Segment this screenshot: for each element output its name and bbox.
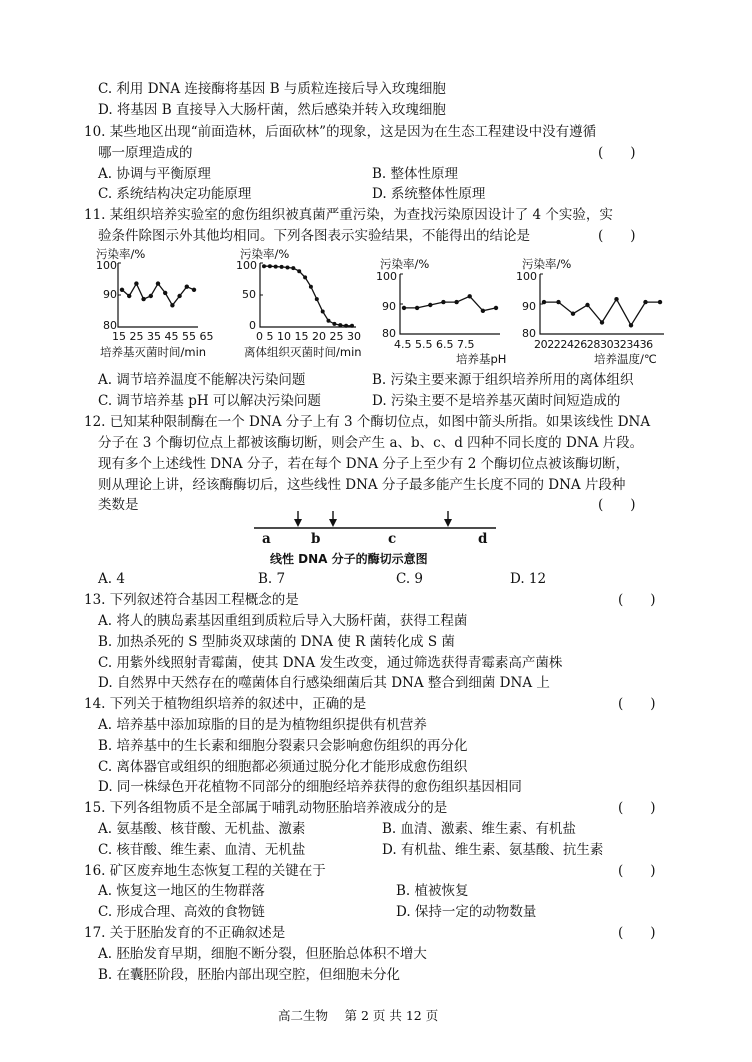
q17-answer-blank: ( ) (618, 925, 656, 941)
q10-stem-2: 哪一原理造成的 (98, 145, 193, 161)
chart2-axes (260, 263, 356, 327)
chart3-axes (400, 274, 500, 334)
chart-4-xlabel: 培养温度/℃ (594, 352, 657, 366)
chart-4-ytick-mid: 90 (522, 300, 536, 313)
q16-stem: 16. 矿区废弃地生态恢复工程的关键在于 (84, 863, 326, 879)
cut-arrow-3 (444, 511, 452, 527)
q13-answer-blank: ( ) (618, 592, 656, 608)
q11-option-c: C. 调节培养基 pH 可以解决污染问题 (98, 393, 321, 409)
chart2-point-14 (344, 324, 348, 328)
q12-option-a: A. 4 (98, 571, 125, 587)
chart2-point-6 (297, 269, 301, 273)
chart4-point-0 (542, 300, 546, 304)
chart3-point-7 (494, 306, 498, 310)
chart1-point-4 (149, 294, 153, 298)
chart1-point-0 (120, 288, 124, 292)
q10-option-b: B. 整体性原理 (372, 166, 459, 182)
chart2-point-11 (327, 319, 331, 323)
q17-option-a: A. 胚胎发育早期，细胞不断分裂，但胚胎总体积不增大 (98, 946, 427, 962)
chart-4-ytick-top: 100 (516, 270, 537, 283)
q17-option-b: B. 在囊胚阶段，胚胎内部出现空腔，但细胞未分化 (98, 967, 401, 983)
chart-1-ytick-mid: 90 (103, 288, 117, 301)
chart-4-xticks: 202224262830323436 (534, 338, 653, 351)
q14-option-c: C. 离体器官或组织的细胞都必须通过脱分化才能形成愈伤组织 (98, 759, 468, 775)
fragment-label-a: a (262, 531, 271, 547)
chart-2-ytick-top: 100 (236, 259, 257, 272)
chart2-point-10 (321, 310, 325, 314)
chart3-point-0 (402, 306, 406, 310)
chart2-point-5 (291, 266, 295, 270)
q16-option-a: A. 恢复这一地区的生物群落 (98, 883, 265, 899)
q14-answer-blank: ( ) (618, 696, 656, 712)
chart4-point-4 (600, 320, 604, 324)
q10-stem: 10. 某些地区出现“前面造林，后面砍林”的现象，这是因为在生态工程建设中没有遵循 (84, 124, 597, 140)
chart-4-plot (540, 274, 664, 334)
q13-option-c: C. 用紫外线照射青霉菌，使其 DNA 发生改变，通过筛选获得青霉素高产菌株 (98, 655, 563, 671)
q11-option-b: B. 污染主要来源于组织培养所用的离体组织 (372, 372, 634, 388)
chart3-point-2 (428, 303, 432, 307)
chart-3-plot (400, 274, 500, 334)
q11-stem: 11. 某组织培养实验室的愈伤组织被真菌严重污染，为查找污染原因设计了 4 个实验，实 (84, 207, 613, 223)
q16-answer-blank: ( ) (618, 863, 656, 879)
q14-option-a: A. 培养基中添加琼脂的目的是为植物组织提供有机营养 (98, 717, 427, 733)
chart-3-title: 污染率/% (380, 257, 430, 271)
q15-option-d: D. 有机盐、维生素、氨基酸、抗生素 (382, 842, 604, 858)
q11-answer-blank: ( ) (598, 228, 636, 244)
chart1-point-6 (163, 291, 167, 295)
q11-stem-2: 验条件除图示外其他均相同。下列各图表示实验结果，不能得出的结论是 (98, 228, 530, 244)
chart2-point-15 (350, 324, 354, 328)
chart4-point-5 (614, 297, 618, 301)
chart3-point-6 (481, 309, 485, 313)
chart1-point-5 (156, 281, 160, 285)
chart1-point-8 (177, 294, 181, 298)
chart3-point-4 (454, 300, 458, 304)
chart2-point-0 (262, 264, 266, 268)
q12-stem-3: 现有多个上述线性 DNA 分子，若在每个 DNA 分子上至少有 2 个酶切位点被该酶切断， (98, 456, 630, 472)
chart-2-title: 污染率/% (240, 247, 290, 261)
q12-stem-2: 分子在 3 个酶切位点上都被该酶切断，则会产生 a、b、c、d 四种不同长度的 DNA 片段。 (98, 435, 644, 451)
q15-stem: 15. 下列各组物质不是全部属于哺乳动物胚胎培养液成分的是 (84, 800, 448, 816)
chart1-point-3 (141, 297, 145, 301)
q15-option-a: A. 氨基酸、核苷酸、无机盐、激素 (98, 821, 306, 837)
chart2-point-4 (286, 266, 290, 270)
chart2-point-8 (309, 285, 313, 289)
q16-option-d: D. 保持一定的动物数量 (396, 904, 537, 920)
q14-option-d: D. 同一株绿色开花植物不同部分的细胞经培养获得的愈伤组织基因相同 (98, 779, 522, 795)
chart1-point-1 (127, 294, 131, 298)
q15-answer-blank: ( ) (618, 800, 656, 816)
q9-option-d: D. 将基因 B 直接导入大肠杆菌，然后感染并转入玫瑰细胞 (98, 102, 446, 118)
chart2-point-2 (274, 265, 278, 269)
q16-option-b: B. 植被恢复 (396, 883, 469, 899)
chart-1-plot (118, 263, 198, 327)
chart1-point-10 (192, 288, 196, 292)
q15-option-b: B. 血清、激素、维生素、有机盐 (382, 821, 577, 837)
q15-option-c: C. 核苷酸、维生素、血清、无机盐 (98, 842, 306, 858)
chart2-point-9 (315, 297, 319, 301)
page-footer: 高二生物 第 2 页 共 12 页 (278, 1008, 439, 1023)
dna-diagram-caption: 线性 DNA 分子的酶切示意图 (270, 552, 428, 566)
cut-arrow-1 (294, 511, 302, 527)
q16-option-c: C. 形成合理、高效的食物链 (98, 904, 265, 920)
chart4-point-2 (571, 312, 575, 316)
chart-2-ytick-bottom: 0 (249, 319, 256, 332)
q10-answer-blank: ( ) (598, 145, 636, 161)
chart2-point-1 (268, 264, 272, 268)
q10-option-a: A. 协调与平衡原理 (98, 166, 211, 182)
q13-option-a: A. 将人的胰岛素基因重组到质粒后导入大肠杆菌，获得工程菌 (98, 613, 468, 629)
chart2-point-13 (338, 323, 342, 327)
q14-option-b: B. 培养基中的生长素和细胞分裂素只会影响愈伤组织的再分化 (98, 738, 468, 754)
chart-1-xticks: 15 25 35 45 55 65 (112, 330, 214, 343)
chart3-point-3 (441, 300, 445, 304)
q17-stem: 17. 关于胚胎发育的不正确叙述是 (84, 925, 286, 941)
chart2-point-12 (332, 322, 336, 326)
q13-stem: 13. 下列叙述符合基因工程概念的是 (84, 592, 299, 608)
chart1-point-7 (170, 303, 174, 307)
dna-line-svg (250, 508, 500, 538)
chart1-point-9 (185, 285, 189, 289)
q12-stem: 12. 已知某种限制酶在一个 DNA 分子上有 3 个酶切位点，如图中箭头所指。如果该线性 DNA (84, 414, 651, 430)
chart-2-xticks: 0 5 10 15 20 25 30 (256, 330, 361, 343)
chart4-point-8 (658, 300, 662, 304)
chart2-series-line (264, 266, 352, 326)
chart1-series-line (122, 284, 194, 306)
q12-stem-5: 类数是 (98, 497, 139, 513)
cut-arrow-2 (329, 511, 337, 527)
q11-option-d: D. 污染主要不是培养基灭菌时间短造成的 (372, 393, 621, 409)
chart-3-xticks: 4.5 5.5 6.5 7.5 (394, 338, 475, 351)
chart4-point-6 (629, 323, 633, 327)
fragment-label-c: c (388, 531, 397, 547)
chart-2-xlabel: 离体组织灭菌时间/min (244, 345, 362, 359)
chart4-point-7 (643, 300, 647, 304)
q12-answer-blank: ( ) (598, 497, 636, 513)
chart-3-ytick-bottom: 80 (382, 327, 396, 340)
chart3-point-1 (415, 306, 419, 310)
chart-1-title: 污染率/% (96, 247, 146, 261)
fragment-label-b: b (311, 531, 321, 547)
chart-3-xlabel: 培养基pH (456, 352, 507, 366)
q12-option-b: B. 7 (258, 571, 286, 587)
q9-option-c: C. 利用 DNA 连接酶将基因 B 与质粒连接后导入玫瑰细胞 (98, 81, 446, 97)
fragment-label-d: d (478, 531, 488, 547)
chart-1-ytick-top: 100 (96, 259, 117, 272)
chart-3-ytick-mid: 90 (382, 300, 396, 313)
q10-option-c: C. 系统结构决定功能原理 (98, 186, 252, 202)
chart4-point-3 (585, 303, 589, 307)
chart4-point-1 (556, 300, 560, 304)
q12-stem-4: 则从理论上讲，经该酶酶切后，这些线性 DNA 分子最多能产生长度不同的 DNA 片段种 (98, 477, 626, 493)
q13-option-d: D. 自然界中天然存在的噬菌体自行感染细菌后其 DNA 整合到细菌 DNA 上 (98, 675, 550, 691)
chart-1-ytick-bottom: 80 (103, 319, 117, 332)
q12-option-d: D. 12 (510, 571, 547, 587)
chart2-point-3 (280, 265, 284, 269)
chart-1-xlabel: 培养基灭菌时间/min (100, 345, 207, 359)
chart-2-plot (260, 263, 356, 327)
q11-option-a: A. 调节培养温度不能解决污染问题 (98, 372, 306, 388)
chart1-point-2 (134, 281, 138, 285)
chart2-point-7 (303, 275, 307, 279)
q13-option-b: B. 加热杀死的 S 型肺炎双球菌的 DNA 使 R 菌转化成 S 菌 (98, 634, 455, 650)
chart-4-ytick-bottom: 80 (522, 327, 536, 340)
q10-option-d: D. 系统整体性原理 (372, 186, 486, 202)
chart-4-title: 污染率/% (522, 257, 572, 271)
q12-option-c: C. 9 (396, 571, 424, 587)
chart-2-ytick-mid: 50 (242, 288, 256, 301)
chart-3-ytick-top: 100 (376, 270, 397, 283)
chart3-point-5 (468, 294, 472, 298)
q14-stem: 14. 下列关于植物组织培养的叙述中，正确的是 (84, 696, 367, 712)
